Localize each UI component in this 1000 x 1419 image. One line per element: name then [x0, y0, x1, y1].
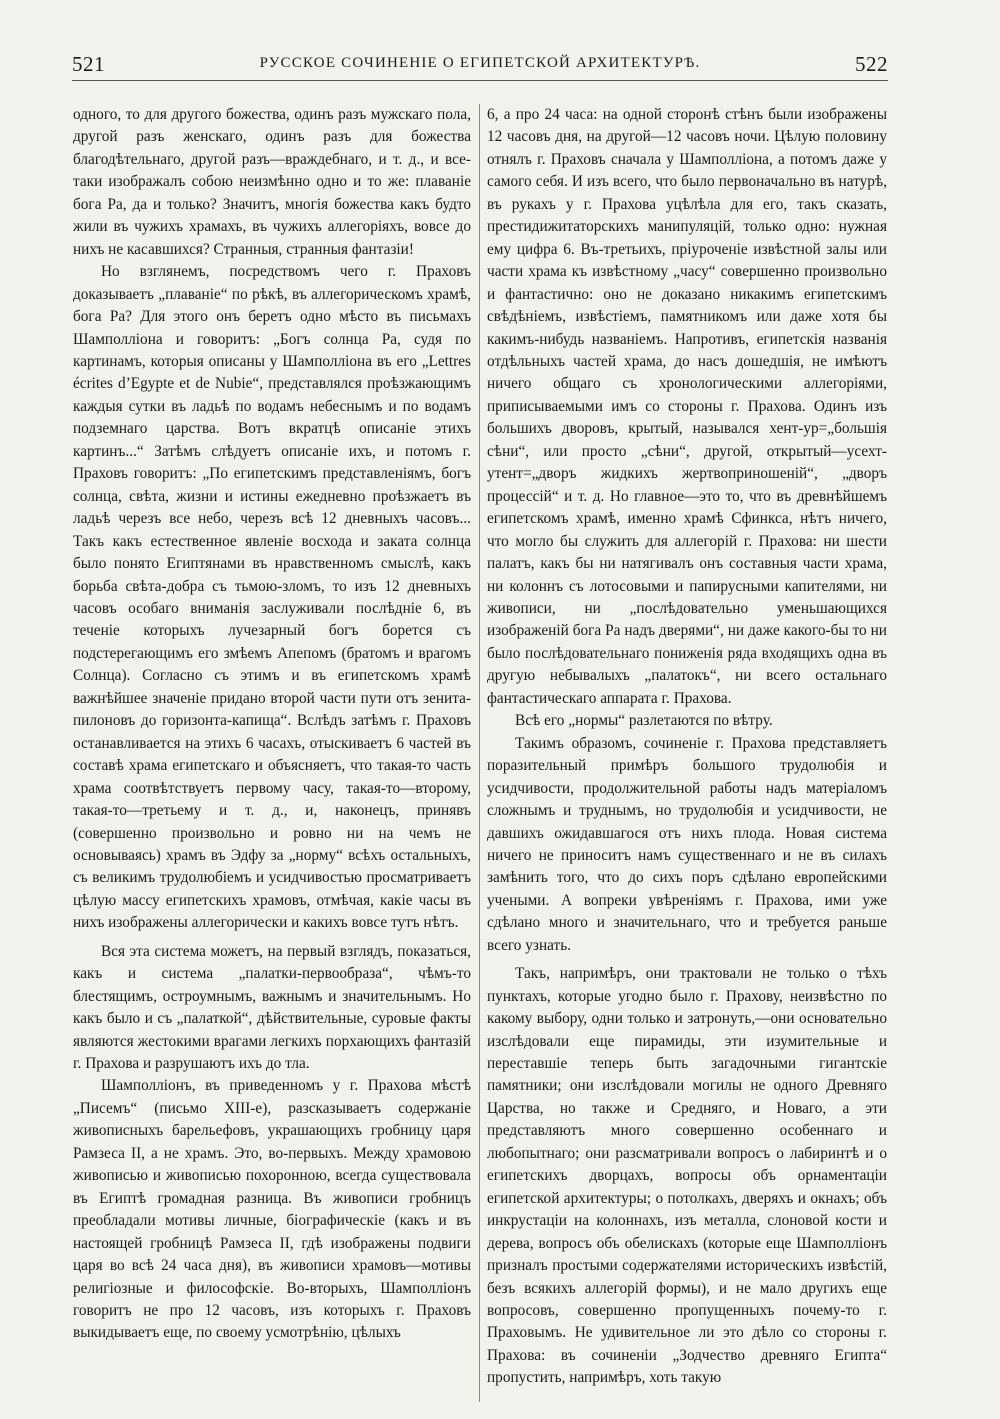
paragraph: Но взглянемъ, посредствомъ чего г. Праховъ доказываетъ „плаванiе“ по рѣкѣ, въ аллегорическомъ храмѣ, бога Ра? Для этого онъ беретъ одно мѣсто въ письмахъ Шамполлiона и говоритъ: „Богъ солнца Ра, судя по картинамъ, которыя описаны у Шамполлiона въ его „Lettres écrites d’Egypte et de Nubie“, представлялся проѣзжающимъ каждыя сутки въ ладьѣ по водамъ небеснымъ и по водамъ подземнаго царства. Вотъ вкратцѣ описанiе этихъ картинъ...“ Затѣмъ слѣдуетъ описанiе ихъ, и потомъ г. Праховъ говоритъ: „По египетскимъ представленiямъ, богъ солнца, свѣта, жизни и истины ежедневно проѣзжаетъ въ ладьѣ черезъ все небо, черезъ всѣ 12 дневныхъ часовъ... Такъ какъ естественное явленiе восхода и заката солнца было понято Египтянами въ нравственномъ смыслѣ, какъ борьба свѣта-добра съ тьмою-зломъ, то изъ 12 дневныхъ часовъ особаго вниманiя заслуживали послѣднiе 6, въ теченiе которыхъ лучезарный богъ борется съ подстерегающимъ его змѣемъ Апепомъ (братомъ и врагомъ Солнца). Согласно съ этимъ и въ египетскомъ храмѣ важнѣйшее значенiе придано второй части пути отъ зенита-пилоновъ до горизонта-капища“. Вслѣдъ затѣмъ г. Праховъ останавливается на этихъ 6 часахъ, отыскиваетъ 6 частей въ составѣ храма египетскаго и объясняетъ, что такая-то часть храма соотвѣтствуетъ первому часу, такая-то—второму, такая-то—третьему и т. д., и, наконецъ, принявъ (совершенно произвольно и ровно ни на чемъ не основываясь) храмъ въ Эдфу за „норму“ всѣхъ остальныхъ, съ великимъ трудолюбiемъ и усидчивостью просматриваетъ цѣлую массу египетскихъ храмовъ, отмѣчая, какiе часы въ нихъ изображены аллегорически и какихъ вовсе тутъ нѣтъ.	[73, 263, 471, 932]
paragraph: Такъ, напримѣръ, они трактовали не только о тѣхъ пунктахъ, которые угодно было г. Прахову, неизвѣстно по какому выбору, одни только и затронуть,—они основательно изслѣдовали еще пирамиды, эти изумительные и переставшiе теперь быть загадочными гигантскiе памятники; они изслѣдовали могилы не одного Древняго Царства, но также и Средняго, и Новаго, а эти представляютъ много совершенно особеннаго и любопытнаго; они разсматривали вопросъ о лабиринтѣ и о египетскихъ дворцахъ, вопросы объ орнаментацiи египетской архитектуры; о потолкахъ, дверяхъ и окнахъ; объ инкрустацiи на колоннахъ, изъ металла, слоновой кости и дерева, вопросъ объ обелискахъ (которые еще Шамполлiонъ призналъ простыми содержателями историческихъ извѣстiй, безъ всякихъ аллегорiй формы), и не мало другихъ еще вопросовъ, совершенно пропущенныхъ почему-то г. Праховымъ. Не удивительное ли это дѣло со стороны г. Прахова: въ сочиненiи „Зодчество древняго Египта“ пропустить, напримѣръ, хоть такую	[487, 965, 887, 1387]
paragraph: Такимъ образомъ, сочиненiе г. Прахова представляетъ поразительный примѣръ большого трудолюбiя и усидчивости, продолжительной работы надъ матерiаломъ сложнымъ и труднымъ, но трудолюбiя и усидчивости, не давшихъ ожидавшагося отъ нихъ плода. Новая система ничего не приноситъ намъ существеннаго и не въ силахъ замѣнить того, что до сихъ поръ сдѣлано европейскими учеными. А вопреки увѣренiямъ г. Прахова, ими уже сдѣлано много и значительнаго, что и требуется раньше всего узнать.	[487, 734, 887, 954]
page-number-right: 522	[855, 52, 888, 76]
left-column	[73, 104, 471, 1345]
page-number-left: 521	[72, 52, 105, 76]
header-rule	[72, 80, 888, 81]
paragraph: Вся эта система можетъ, на первый взглядъ, показаться, какъ и система „палатки-первообраза“, чѣмъ-то блестящимъ, остроумнымъ, важнымъ и значительнымъ. Но какъ было и съ „палаткой“, дѣйствительные, суровые факты являются жестокими врагами легкихъ порхающихъ фантазiй г. Прахова и разрушаютъ ихъ до тла.	[73, 942, 471, 1073]
running-header	[72, 52, 888, 84]
paragraph: Шамполлiонъ, въ приведенномъ у г. Прахова мѣстѣ „Писемъ“ (письмо XIII-е), разсказываетъ содержанiе живописныхъ барельефовъ, украшающихъ гробницу царя Рамзеса II, а не храмъ. Это, во-первыхъ. Между храмовою живописью и живописью похоронною, всегда существовала въ Египтѣ громадная разница. Въ живописи гробницъ преобладали мотивы личные, бiографическiе (какъ и въ настоящей гробницѣ Рамзеса II, гдѣ изображены подвиги царя во всѣ 24 часа дня), въ живописи храмовъ—мотивы религiозные и философскiе. Во-вторыхъ, Шамполлiонъ говоритъ не про 12 часовъ, изъ которыхъ г. Праховъ выкидываетъ еще, по своему усмотрѣнiю, цѣлыхъ	[73, 1077, 471, 1342]
paragraph: одного, то для другого божества, одинъ разъ мужскаго пола, другой разъ женскаго, одинъ разъ для божества благодѣтельнаго, другой разъ—враждебнаго, и т. д., и все-таки изображалъ собою неизмѣнно одно и то же: плаванiе бога Ра, да и только? Значитъ, многiя божества какъ будто жили въ чужихъ храмахъ, въ чужихъ аллегорiяхъ, вовсе до нихъ не касавшихся? Странныя, странныя фантазiи!	[73, 106, 471, 258]
paragraph: 6, а про 24 часа: на одной сторонѣ стѣнъ были изображены 12 часовъ дня, на другой—12 часовъ ночи. Цѣлую половину отнялъ г. Праховъ сначала у Шамполлiона, а потомъ даже у самого себя. И изъ всего, что было первоначально въ натурѣ, въ рукахъ у г. Прахова уцѣлѣла для его, такъ сказать, престидижитаторскихъ манипуляцiй, только одно: нужная ему цифра 6. Въ-третьихъ, прiуроченiе извѣстной залы или части храма къ извѣстному „часу“ совершенно произвольно и фантастично: оно не доказано никакимъ египетскимъ свѣдѣнiемъ, извѣстiемъ, памятникомъ или даже хотя бы какимъ-нибудь названiемъ. Напротивъ, египетскiя названiя отдѣльныхъ частей храма, до насъ дошедшiя, не имѣютъ ничего общаго съ хронологическими аллегорiями, приписываемыми имъ со стороны г. Прахова. Одинъ изъ большихъ дворовъ, крытый, назывался хент-ур=„большiя сѣни“, или просто „сѣни“, другой, открытый—усехт-утент=„дворъ жидкихъ жертвоприношенiй“, „дворъ процессiй“ и т. д. Но главное—это то, что въ древнѣйшемъ египетскомъ храмѣ, именно храмѣ Сфинкса, нѣтъ ничего, что могло бы служить для аллегорiй г. Прахова: ни шести палатъ, какъ бы ни натягивалъ онъ составныя части храма, ни колоннъ съ лотосовыми и папирусными капителями, ни живописи, ни „послѣдовательно уменьшающихся изображенiй бога Ра надъ дверями“, ни даже какого-бы то ни было послѣдовательнаго пониженiя ряда входящихъ одна въ другую небывалыхъ „палатокъ“, ни всего остальнаго фантастическаго аппарата г. Прахова.	[487, 106, 887, 707]
right-column	[487, 104, 887, 1390]
running-title: РУССКОЕ СОЧИНЕНІЕ О ЕГИПЕТСКОЙ АРХИТЕКТУРѢ.	[259, 55, 701, 71]
column-divider	[479, 104, 480, 1402]
paragraph: Всѣ его „нормы“ разлетаются по вѣтру.	[515, 712, 773, 730]
